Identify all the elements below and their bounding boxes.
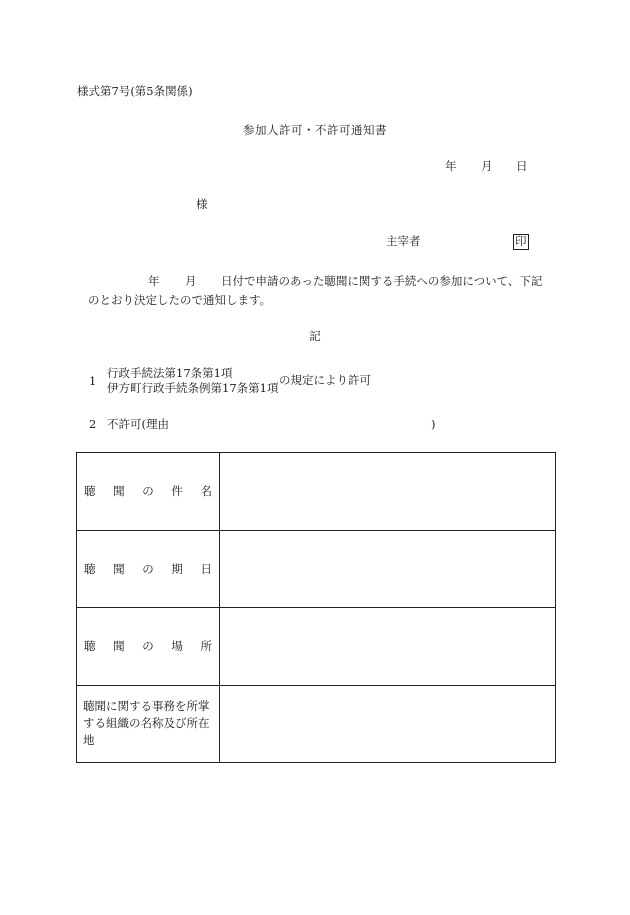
- row-value-subject[interactable]: [220, 453, 556, 531]
- item1-law-line2: 伊方町行政手続条例第17条第1項: [107, 381, 279, 395]
- row-value-place[interactable]: [220, 608, 556, 686]
- item2-close-paren: ): [431, 417, 436, 431]
- document-title: 参加人許可・不許可通知書: [243, 123, 387, 137]
- item2-number: 2: [89, 417, 97, 431]
- ki-heading: 記: [309, 329, 321, 343]
- label-char: 期: [171, 561, 183, 576]
- body-year-label: 年: [148, 274, 160, 288]
- form-number: 様式第7号(第5条関係): [77, 84, 193, 98]
- date-year-label: 年: [445, 159, 457, 173]
- item1-law-line1: 行政手続法第17条第1項: [107, 366, 233, 380]
- label-char: 所: [200, 639, 212, 654]
- seal-mark: 印: [515, 234, 527, 248]
- hearing-info-table: [76, 452, 556, 763]
- body-text-line1: 日付で申請のあった聴聞に関する手続への参加について、下記: [221, 274, 543, 288]
- row-label-subject: [77, 453, 220, 531]
- label-char: の: [142, 561, 154, 576]
- body-text-line2: のとおり決定したので通知します。: [88, 293, 272, 307]
- row-label-organization: [77, 685, 220, 763]
- table-row: [77, 530, 556, 608]
- label-char: の: [142, 639, 154, 654]
- item2-text: 不許可(理由: [107, 417, 169, 431]
- label-char: 名: [200, 484, 212, 499]
- label-char: 場: [171, 639, 183, 654]
- label-char: 聴: [84, 639, 96, 654]
- date-month-label: 月: [481, 159, 493, 173]
- label-char: 件: [171, 484, 183, 499]
- item1-number: 1: [89, 374, 97, 388]
- label-char: 聴: [84, 561, 96, 576]
- body-month-label: 月: [185, 274, 197, 288]
- label-char: 聞: [113, 561, 125, 576]
- label-char: 聴: [84, 484, 96, 499]
- row-value-date[interactable]: [220, 530, 556, 608]
- label-char: 日: [200, 561, 212, 576]
- date-day-label: 日: [516, 159, 528, 173]
- addressee-suffix: 様: [196, 197, 208, 211]
- table-row: [77, 453, 556, 531]
- label-char: 聞: [113, 639, 125, 654]
- table-row: [77, 685, 556, 763]
- row-label-date: [77, 530, 220, 608]
- organization-label-text: 聴聞に関する事務を所掌する組織の名称及び所在地: [83, 699, 210, 748]
- table-row: [77, 608, 556, 686]
- row-label-place: [77, 608, 220, 686]
- row-value-organization[interactable]: [220, 685, 556, 763]
- label-char: 聞: [113, 484, 125, 499]
- item1-tail: の規定により許可: [279, 373, 371, 387]
- label-char: の: [142, 484, 154, 499]
- host-label: 主宰者: [386, 234, 421, 248]
